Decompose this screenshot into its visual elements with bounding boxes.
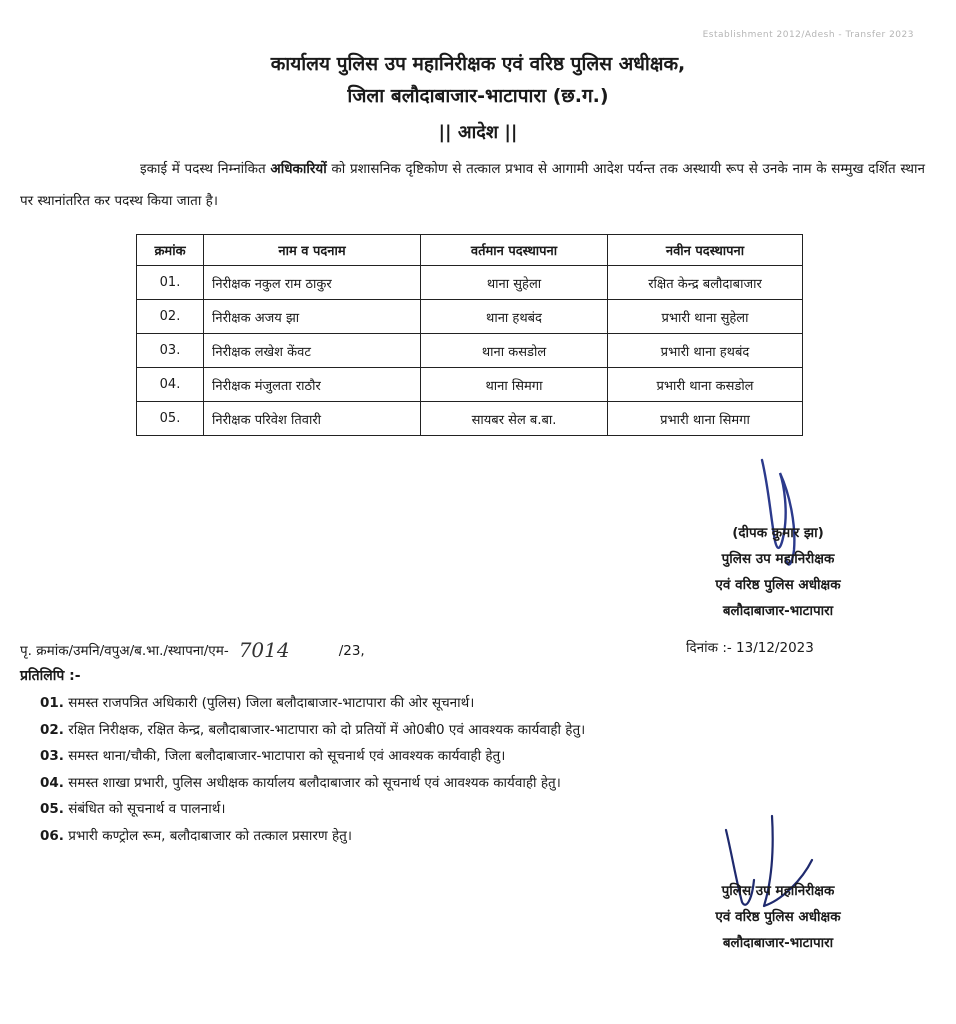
cell-serial: 05.	[137, 402, 204, 436]
intro-text-pre: इकाई में पदस्थ निम्नांकित	[140, 161, 271, 177]
table-row	[137, 300, 803, 334]
intro-text-bold: अधिकारियों	[270, 161, 327, 177]
list-item	[40, 770, 585, 797]
col-header-new: नवीन पदस्थापना	[608, 235, 803, 266]
col-header-serial: क्रमांक	[137, 235, 204, 266]
cell-name: निरीक्षक अजय झा	[204, 300, 421, 334]
table-header-row	[137, 235, 803, 266]
list-item	[40, 690, 585, 717]
transfer-table	[136, 234, 803, 436]
list-item-number: 02.	[40, 721, 64, 738]
list-item-number: 01.	[40, 695, 64, 711]
signatory-block-1	[668, 520, 888, 624]
cell-current: थाना कसडोल	[421, 334, 608, 368]
cell-current: थाना सुहेला	[421, 266, 608, 300]
list-item-text: समस्त शाखा प्रभारी, पुलिस अधीक्षक कार्यालय बलौदाबाजार को सूचनार्थ एवं आवश्यक कार्यवाही हेतु।	[68, 774, 561, 791]
list-item	[40, 823, 585, 850]
office-header-line1: कार्यालय पुलिस उप महानिरीक्षक एवं वरिष्ठ पुलिस अधीक्षक,	[270, 53, 686, 75]
table-row	[137, 368, 803, 402]
list-item-number: 04.	[40, 774, 64, 791]
signatory-designation: पुलिस उप महानिरीक्षक	[721, 883, 835, 899]
list-item	[40, 743, 585, 770]
signatory-designation: एवं वरिष्ठ पुलिस अधीक्षक	[715, 577, 841, 593]
cell-current: थाना सिमगा	[421, 368, 608, 402]
table-row	[137, 334, 803, 368]
cell-serial: 01.	[137, 266, 204, 300]
signatory-location: बलौदाबाजार-भाटापारा	[722, 603, 834, 619]
list-item	[40, 796, 585, 823]
copy-list	[40, 690, 585, 849]
col-header-name: नाम व पदनाम	[204, 235, 421, 266]
list-item-text: प्रभारी कण्ट्रोल रूम, बलौदाबाजार को तत्काल प्रसारण हेतु।	[68, 827, 352, 844]
cell-new: प्रभारी थाना सुहेला	[608, 300, 803, 334]
file-reference-stamp: Establishment 2012/Adesh - Transfer 2023	[702, 30, 914, 40]
list-item-number: 06.	[40, 827, 64, 844]
signatory-designation: एवं वरिष्ठ पुलिस अधीक्षक	[715, 909, 841, 925]
cell-serial: 03.	[137, 334, 204, 368]
intro-text-post: को प्रशासनिक दृष्टिकोण से तत्काल प्रभाव से आगामी आदेश पर्यन्त तक अस्थायी रूप से उनके नाम के सम्मुख दर्शित स्थान पर स्थानांतरित कर पदस्थ किया जाता है।	[20, 161, 925, 209]
cell-name: निरीक्षक परिवेश तिवारी	[204, 402, 421, 436]
signatory-location: बलौदाबाजार-भाटापारा	[722, 935, 834, 951]
signatory-name: (दीपक कुमार झा)	[732, 525, 824, 541]
list-item-text: समस्त राजपत्रित अधिकारी (पुलिस) जिला बलौदाबाजार-भाटापारा की ओर सूचनार्थ।	[68, 695, 475, 711]
list-item-text: संबंधित को सूचनार्थ व पालनार्थ।	[68, 801, 226, 817]
cell-new: प्रभारी थाना सिमगा	[608, 402, 803, 436]
reference-prefix: पृ. क्रमांक/उमनि/वपुअ/ब.भा./स्थापना/एम-	[20, 643, 229, 659]
cell-name: निरीक्षक लखेश केंवट	[204, 334, 421, 368]
cell-name: निरीक्षक मंजुलता राठौर	[204, 368, 421, 402]
cell-name: निरीक्षक नकुल राम ठाकुर	[204, 266, 421, 300]
office-header-line2: जिला बलौदाबाजार-भाटापारा (छ.ग.)	[347, 85, 609, 107]
copy-heading: प्रतिलिपि :-	[20, 668, 81, 684]
reference-line	[20, 638, 365, 662]
cell-new: प्रभारी थाना हथबंद	[608, 334, 803, 368]
list-item-number: 03.	[40, 748, 64, 764]
reference-number: 7014	[238, 638, 290, 662]
list-item-text: समस्त थाना/चौकी, जिला बलौदाबाजार-भाटापारा को सूचनार्थ एवं आवश्यक कार्यवाही हेतु।	[68, 748, 506, 764]
list-item-text: रक्षित निरीक्षक, रक्षित केन्द्र, बलौदाबाजार-भाटापारा को दो प्रतियों में ओ0बी0 एवं आवश्यक कार्यवाही हेतु।	[68, 721, 586, 738]
cell-current: थाना हथबंद	[421, 300, 608, 334]
order-paragraph	[20, 153, 925, 217]
list-item	[40, 717, 585, 744]
signatory-designation: पुलिस उप महानिरीक्षक	[721, 551, 835, 567]
reference-suffix: /23,	[338, 643, 365, 659]
cell-new: प्रभारी थाना कसडोल	[608, 368, 803, 402]
cell-serial: 04.	[137, 368, 204, 402]
cell-current: सायबर सेल ब.बा.	[421, 402, 608, 436]
cell-new: रक्षित केन्द्र बलौदाबाजार	[608, 266, 803, 300]
signatory-block-2	[668, 878, 888, 956]
table-row	[137, 266, 803, 300]
list-item-number: 05.	[40, 801, 64, 817]
col-header-current: वर्तमान पदस्थापना	[421, 235, 608, 266]
order-title: || आदेश ||	[438, 122, 518, 143]
cell-serial: 02.	[137, 300, 204, 334]
order-date: दिनांक :- 13/12/2023	[686, 640, 814, 656]
table-row	[137, 402, 803, 436]
